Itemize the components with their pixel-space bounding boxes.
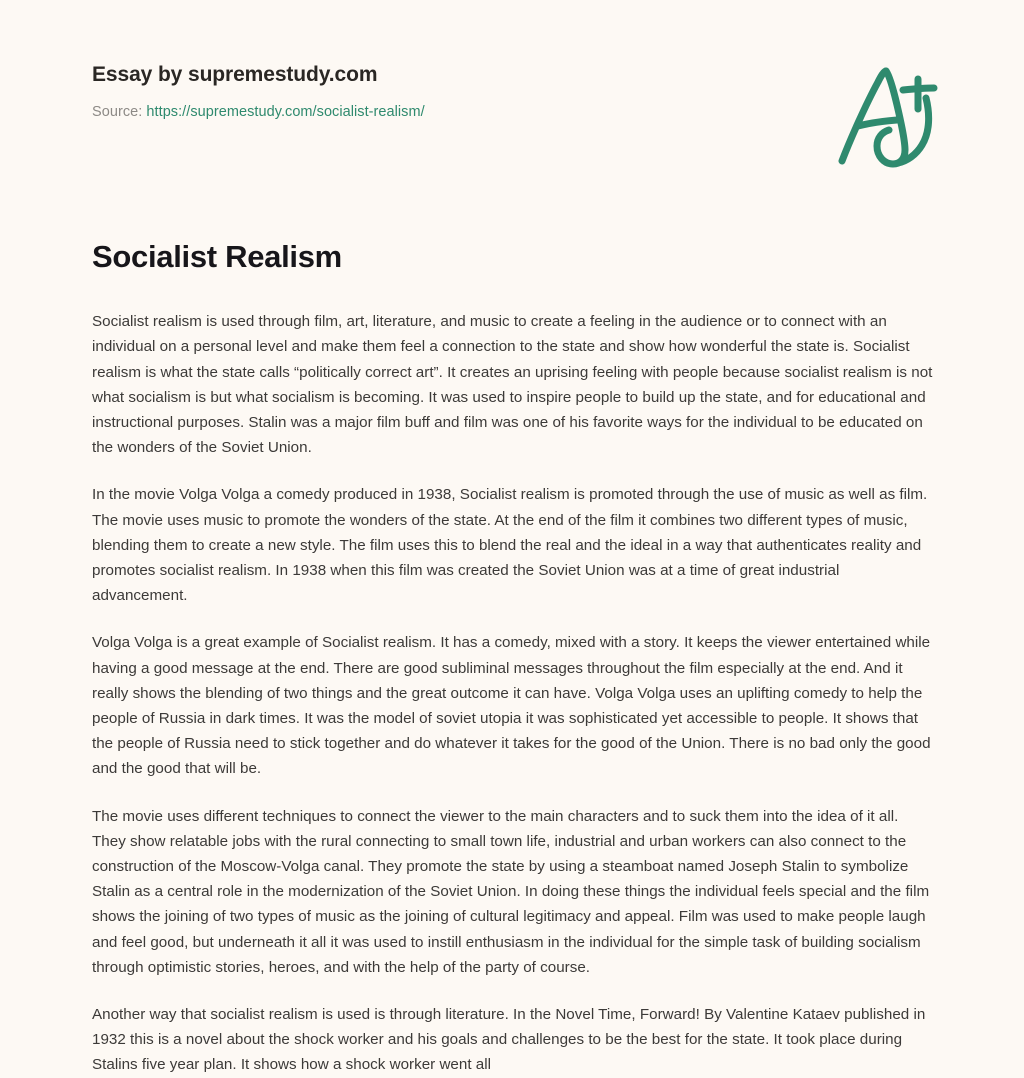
page-title: Socialist Realism (92, 239, 342, 274)
article (92, 238, 934, 1078)
document-header (92, 62, 792, 123)
paragraph: Socialist realism is used through film, art, literature, and music to create a feeling in the audience or to connect with an individual on a personal level and make them feel a connection to the state and show how wonderful the state is. Socialist realism is what the state calls “politically correct art”. It creates an uprising feeling with people because socialist realism is not what socialism is but what socialism is becoming. It was used to inspire people to build up the state, and for educational and instructional purposes. Stalin was a major film buff and film was one of his favorite ways for the individual to be educated on the wonders of the Soviet Union. (92, 313, 933, 457)
source-label: Source: (92, 104, 143, 121)
a-plus-logo (826, 58, 946, 173)
paragraph: Volga Volga is a great example of Socialist realism. It has a comedy, mixed with a story. It keeps the viewer entertained while having a good message at the end. There are good subliminal messages throughout the film especially at the end. And it really shows the blending of two things and the great outcome it can have. Volga Volga uses an uplifting comedy to help the people of Russia in dark times. It was the model of soviet utopia it was sophisticated yet accessible to people. It shows that the people of Russia need to stick together and do whatever it takes for the good of the Union. There is no bad only the good and the good that will be. (92, 634, 931, 778)
paragraph: The movie uses different techniques to connect the viewer to the main characters and to suck them into the idea of it all. They show relatable jobs with the rural connecting to small town life, industrial and urban workers can also connect to the construction of the Moscow-Volga canal. They promote the state by using a steamboat named Joseph Stalin to symbolize Stalin as a central role in the modernization of the Soviet Union. In doing these things the individual feels special and the film shows the joining of two types of music as the joining of cultural legitimacy and appeal. Film was used to make people laugh and feel good, but underneath it all it was used to instill enthusiasm in the individual for the simple task of building socialism through optimistic stories, heroes, and with the help of the party of course. (92, 807, 930, 976)
source-url-link[interactable]: https://supremestudy.com/socialist-realism/ (146, 104, 425, 121)
byline: Essay by supremestudy.com (92, 63, 378, 86)
paragraph: Another way that socialist realism is used is through literature. In the Novel Time, Forward! By Valentine Kataev published in 1932 this is a novel about the shock worker and his goals and challenges to be the best for the state. It took place during Stalins five year plan. It shows how a shock worker went all (92, 1006, 926, 1074)
paragraph: In the movie Volga Volga a comedy produced in 1938, Socialist realism is promoted through the use of music as well as film. The movie uses music to promote the wonders of the state. At the end of the film it combines two different types of music, blending them to create a new style. The film uses this to blend the real and the ideal in a way that authenticates reality and promotes socialist realism. In 1938 when this film was created the Soviet Union was at a time of great industrial advancement. (92, 486, 928, 605)
source-line (92, 102, 792, 122)
article-body (92, 309, 934, 1077)
